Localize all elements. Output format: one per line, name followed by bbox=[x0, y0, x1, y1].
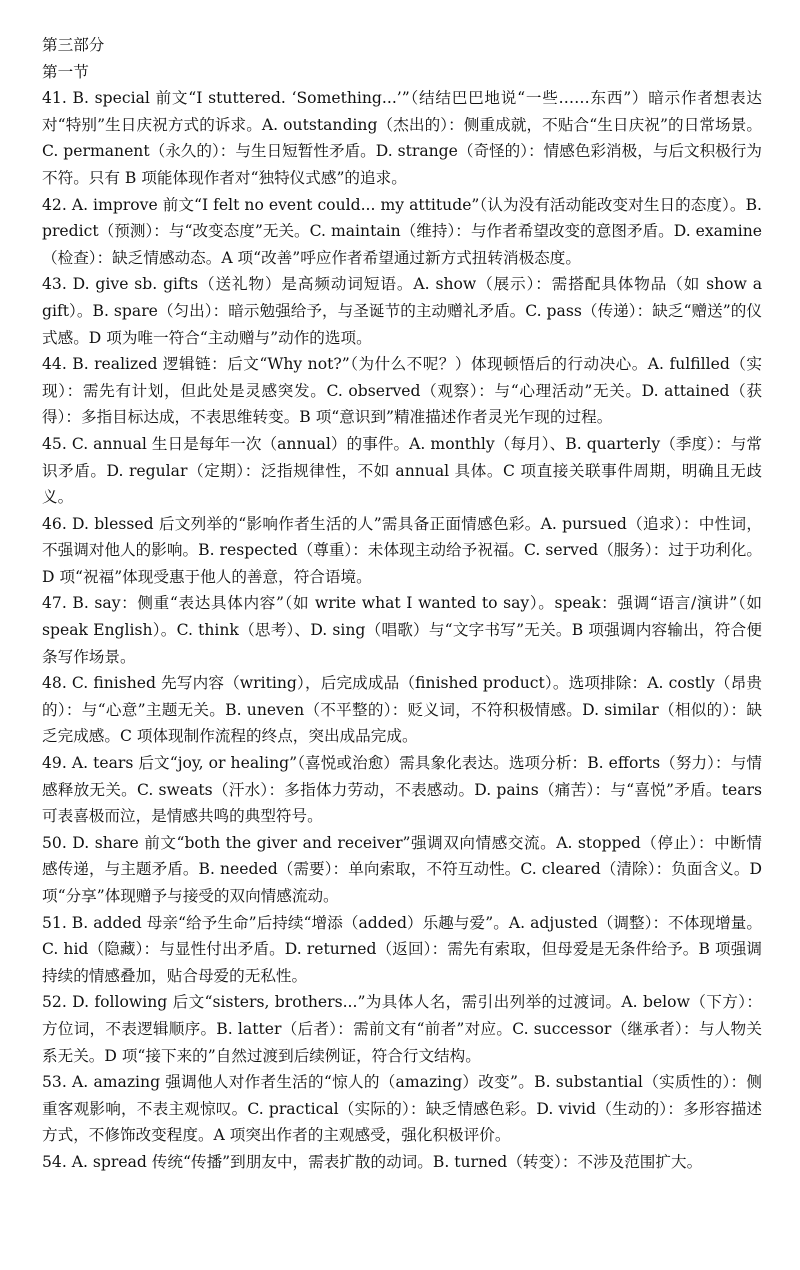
part-title: 第三部分 bbox=[42, 36, 105, 54]
explanation-45: 45. C. annual 生日是每年一次（annual）的事件。A. monthly（每月）、B. quarterly（季度）：与常识矛盾。D. regular（定期）：泛指规律性，不如 annual 具体。C 项直接关联事件周期，明确且无歧义。 bbox=[42, 434, 762, 507]
explanation-48: 48. C. finished 先写内容（writing），后完成成品（finished product）。选项排除：A. costly（昂贵的）：与“心意”主题无关。B. uneven（不平整的）：贬义词，不符积极情感。D. similar（相似的）：缺乏完成感。C 项体现制作流程的终点，突出成品完成。 bbox=[42, 674, 762, 746]
explanation-44: 44. B. realized 逻辑链：后文“Why not?”（为什么不呢？）体现顿悟后的行动决心。A. fulfilled（实现）：需先有计划，但此处是灵感突发。C. observed（观察）：与“心理活动”无关。D. attained（获得）：多指目标达成，不表思维转变。B 项“意识到”精准描述作者灵光乍现的过程。 bbox=[42, 355, 762, 427]
explanation-52: 52. D. following 后文“sisters, brothers...”为具体人名，需引出列举的过渡词。A. below（下方）：方位词，不表逻辑顺序。B. latter（后者）：需前文有“前者”对应。C. successor（继承者）：与人物关系无关。D 项“接下来的”自然过渡到后续例证，符合行文结构。 bbox=[42, 993, 762, 1065]
explanation-47: 47. B. say：侧重“表达具体内容”（如 write what I wanted to say）。speak：强调“语言/演讲”（如 speak English）。C. think（思考）、D. sing（唱歌）与“文字书写”无关。B 项强调内容输出，符合便条写作场景。 bbox=[42, 594, 762, 666]
explanation-51: 51. B. added 母亲“给予生命”后持续“增添（added）乐趣与爱”。A. adjusted（调整）：不体现增量。C. hid（隐藏）：与显性付出矛盾。D. returned（返回）：需先有索取，但母爱是无条件给予。B 项强调持续的情感叠加，贴合母爱的无私性。 bbox=[42, 913, 762, 985]
section-title: 第一节 bbox=[42, 62, 89, 81]
explanation-53: 53. A. amazing 强调他人对作者生活的“惊人的（amazing）改变”。B. substantial（实质性的）：侧重客观影响，不表主观惊叹。C. practical（实际的）：缺乏情感色彩。D. vivid（生动的）：多形容描述方式，不修饰改变程度。A 项突出作者的主观感受，强化积极评价。 bbox=[42, 1073, 762, 1145]
explanation-50: 50. D. share 前文“both the giver and receiver”强调双向情感交流。A. stopped（停止）：中断情感传递，与主题矛盾。B. needed（需要）：单向索取，不符互动性。C. cleared（清除）：负面含义。D 项“分享”体现赠予与接受的双向情感流动。 bbox=[42, 833, 762, 905]
explanation-41: 41. B. special 前文“I stuttered. ‘Something...’”（结结巴巴地说“一些……东西”）暗示作者想表达对“特别”生日庆祝方式的诉求。A. outstanding（杰出的）：侧重成就，不贴合“生日庆祝”的日常场景。C. permanent（永久的）：与生日短暂性矛盾。D. strange（奇怪的）：情感色彩消极，与后文积极行为不符。只有 B 项能体现作者对“独特仪式感”的追求。 bbox=[42, 89, 762, 187]
explanation-43: 43. D. give sb. gifts（送礼物）是高频动词短语。A. show（展示）：需搭配具体物品（如 show a gift）。B. spare（匀出）：暗示勉强给予，与圣诞节的主动赠礼矛盾。C. pass（传递）：缺乏“赠送”的仪式感。D 项为唯一符合“主动赠与”动作的选项。 bbox=[42, 275, 762, 347]
explanation-49: 49. A. tears 后文“joy, or healing”（喜悦或治愈）需具象化表达。选项分析：B. efforts（努力）：与情感释放无关。C. sweats（汗水）：多指体力劳动，不表感动。D. pains（痛苦）：与“喜悦”矛盾。tears 可表喜极而泣，是情感共鸣的典型符号。 bbox=[42, 754, 762, 826]
explanation-54: 54. A. spread 传统“传播”到朋友中，需表扩散的动词。B. turned（转变）：不涉及范围扩大。 bbox=[42, 1152, 703, 1171]
explanation-42: 42. A. improve 前文“I felt no event could... my attitude”（认为没有活动能改变对生日的态度）。B. predict（预测）：与“改变态度”无关。C. maintain（维持）：与作者希望改变的意图矛盾。D. examine（检查）：缺乏情感动态。A 项“改善”呼应作者希望通过新方式扭转消极态度。 bbox=[42, 195, 762, 267]
explanation-46: 46. D. blessed 后文列举的“影响作者生活的人”需具备正面情感色彩。A. pursued（追求）：中性词，不强调对他人的影响。B. respected（尊重）：未体现主动给予祝福。C. served（服务）：过于功利化。D 项“祝福”体现受惠于他人的善意，符合语境。 bbox=[42, 514, 762, 586]
